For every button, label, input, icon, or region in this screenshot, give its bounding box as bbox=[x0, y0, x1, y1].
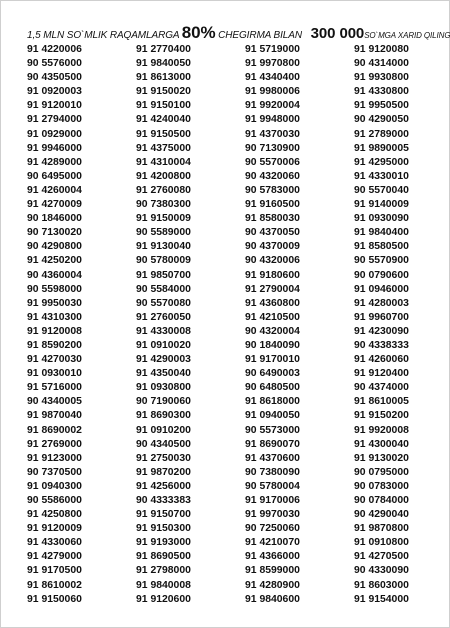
phone-number: 90 4320060 bbox=[245, 170, 300, 182]
phone-number: 91 4370030 bbox=[245, 128, 300, 140]
phone-number: 91 9150500 bbox=[136, 128, 191, 140]
phone-number: 91 9170500 bbox=[27, 565, 82, 577]
phone-number: 91 9948000 bbox=[245, 114, 300, 126]
phone-number: 90 0790600 bbox=[354, 269, 409, 281]
phone-number: 91 8618000 bbox=[245, 396, 300, 408]
phone-number: 90 7380090 bbox=[245, 466, 300, 478]
phone-number: 91 0910020 bbox=[136, 339, 191, 351]
phone-number: 91 4350040 bbox=[136, 368, 191, 380]
phone-number: 90 5589000 bbox=[136, 227, 191, 239]
phone-number: 91 0930010 bbox=[27, 368, 82, 380]
phone-number: 91 9870200 bbox=[136, 466, 191, 478]
phone-number: 91 4290003 bbox=[136, 354, 191, 366]
phone-number: 90 5586000 bbox=[27, 495, 82, 506]
phone-number: 91 0910200 bbox=[136, 424, 191, 436]
phone-number: 91 4240040 bbox=[136, 114, 191, 126]
phone-number: 91 9850700 bbox=[136, 269, 191, 281]
phone-number: 90 5598000 bbox=[27, 283, 82, 295]
phone-number: 91 0910800 bbox=[354, 537, 409, 549]
phone-number: 91 8603000 bbox=[354, 579, 409, 591]
phone-number: 90 4333383 bbox=[136, 495, 191, 506]
phone-number: 90 4374000 bbox=[354, 382, 409, 394]
phone-number: 91 8610005 bbox=[354, 396, 409, 408]
phone-number: 91 8599000 bbox=[245, 565, 300, 577]
phone-number: 91 4375000 bbox=[136, 142, 191, 154]
phone-number: 91 8580500 bbox=[354, 241, 409, 253]
phone-number: 91 0930800 bbox=[136, 382, 191, 394]
phone-number: 90 4290800 bbox=[27, 241, 82, 253]
phone-number: 90 6495000 bbox=[27, 170, 82, 182]
phone-number: 90 4320004 bbox=[245, 325, 300, 337]
phone-number: 91 2789000 bbox=[354, 128, 409, 140]
phone-number: 91 9150009 bbox=[136, 213, 191, 225]
phone-number: 91 8690002 bbox=[27, 424, 82, 436]
phone-number: 90 5570080 bbox=[136, 297, 191, 309]
phone-number: 91 4330008 bbox=[136, 325, 191, 337]
phone-number: 90 4370009 bbox=[245, 241, 300, 253]
phone-number: 91 8690500 bbox=[136, 551, 191, 563]
phone-number: 91 8610002 bbox=[27, 579, 82, 591]
phone-number: 91 2790004 bbox=[245, 283, 300, 295]
phone-number: 90 4330090 bbox=[354, 565, 409, 577]
phone-number: 91 2760050 bbox=[136, 311, 191, 323]
phone-number: 91 4270500 bbox=[354, 551, 409, 563]
phone-number: 91 4310300 bbox=[27, 311, 82, 323]
phone-number: 90 5780004 bbox=[245, 480, 300, 492]
phone-number: 90 4320006 bbox=[245, 255, 300, 267]
phone-number: 91 2760080 bbox=[136, 184, 191, 196]
phone-number: 91 4330010 bbox=[354, 170, 409, 182]
number-column bbox=[27, 43, 136, 607]
phone-number: 90 4314000 bbox=[354, 58, 409, 70]
phone-number: 90 0784000 bbox=[354, 495, 409, 506]
phone-number: 90 4338333 bbox=[354, 339, 409, 351]
phone-number: 91 4260004 bbox=[27, 184, 82, 196]
phone-number: 90 6480500 bbox=[245, 382, 300, 394]
phone-number: 91 4210070 bbox=[245, 537, 300, 549]
phone-number: 91 2770400 bbox=[136, 44, 191, 55]
phone-number: 90 7380300 bbox=[136, 199, 191, 211]
phone-number: 91 2769000 bbox=[27, 438, 82, 450]
phone-number: 91 4340400 bbox=[245, 72, 300, 84]
phone-number: 91 9120010 bbox=[27, 100, 82, 112]
phone-number: 91 2798000 bbox=[136, 565, 191, 577]
phone-number: 91 4280900 bbox=[245, 579, 300, 591]
phone-number: 91 4220006 bbox=[27, 44, 82, 55]
phone-number: 91 9193000 bbox=[136, 537, 191, 549]
phone-number: 91 9170006 bbox=[245, 495, 300, 506]
phone-number: 91 9120400 bbox=[354, 368, 409, 380]
phone-number: 91 0940300 bbox=[27, 480, 82, 492]
phone-number: 91 9946000 bbox=[27, 142, 82, 154]
phone-number: 91 9130040 bbox=[136, 241, 191, 253]
phone-number: 91 0946000 bbox=[354, 283, 409, 295]
phone-number: 91 9970800 bbox=[245, 58, 300, 70]
headline bbox=[27, 23, 450, 43]
phone-number: 91 9160500 bbox=[245, 199, 300, 211]
phone-number: 91 0940050 bbox=[245, 410, 300, 422]
phone-number: 90 4340500 bbox=[136, 438, 191, 450]
phone-number: 91 0930090 bbox=[354, 213, 409, 225]
phone-number: 91 9980006 bbox=[245, 86, 300, 98]
phone-number: 91 9120009 bbox=[27, 523, 82, 535]
phone-number: 90 5584000 bbox=[136, 283, 191, 295]
phone-number: 90 7370500 bbox=[27, 466, 82, 478]
phone-number: 91 8590200 bbox=[27, 339, 82, 351]
phone-number: 91 8690070 bbox=[245, 438, 300, 450]
phone-number: 91 9150300 bbox=[136, 523, 191, 535]
phone-number: 91 9130020 bbox=[354, 452, 409, 464]
phone-number: 91 9150700 bbox=[136, 509, 191, 521]
phone-number: 91 0929000 bbox=[27, 128, 82, 140]
number-column bbox=[354, 43, 434, 607]
phone-number: 91 9120008 bbox=[27, 325, 82, 337]
phone-number: 91 9120080 bbox=[354, 44, 409, 55]
phone-number: 90 5570900 bbox=[354, 255, 409, 267]
phone-number: 90 4370050 bbox=[245, 227, 300, 239]
phone-number: 91 8613000 bbox=[136, 72, 191, 84]
phone-number: 91 4370600 bbox=[245, 452, 300, 464]
phone-number: 91 2750030 bbox=[136, 452, 191, 464]
phone-number: 91 4210500 bbox=[245, 311, 300, 323]
phone-number: 91 9123000 bbox=[27, 452, 82, 464]
phone-number: 90 4350500 bbox=[27, 72, 82, 84]
phone-number: 91 4250800 bbox=[27, 509, 82, 521]
number-column bbox=[245, 43, 354, 607]
phone-number: 91 9120600 bbox=[136, 593, 191, 605]
phone-number: 91 4295000 bbox=[354, 156, 409, 168]
phone-number: 91 4330800 bbox=[354, 86, 409, 98]
phone-number: 90 5780009 bbox=[136, 255, 191, 267]
phone-number: 91 4310004 bbox=[136, 156, 191, 168]
phone-number: 91 4230090 bbox=[354, 325, 409, 337]
phone-number: 90 4360004 bbox=[27, 269, 82, 281]
number-table bbox=[27, 43, 434, 607]
phone-number: 90 5570040 bbox=[354, 184, 409, 196]
phone-number: 91 9150060 bbox=[27, 593, 82, 605]
phone-number: 91 0920003 bbox=[27, 86, 82, 98]
phone-number: 91 9970030 bbox=[245, 509, 300, 521]
phone-number: 91 4270030 bbox=[27, 354, 82, 366]
phone-number: 91 4280003 bbox=[354, 297, 409, 309]
phone-number: 91 9150100 bbox=[136, 100, 191, 112]
phone-number: 91 5719000 bbox=[245, 44, 300, 55]
phone-number: 91 4300040 bbox=[354, 438, 409, 450]
price-value: 300 000 bbox=[310, 25, 365, 42]
phone-number: 90 1840090 bbox=[245, 339, 300, 351]
phone-number: 91 9890005 bbox=[354, 142, 409, 154]
phone-number: 91 8690300 bbox=[136, 410, 191, 422]
phone-number: 91 9154000 bbox=[354, 593, 409, 605]
phone-number: 90 5783000 bbox=[245, 184, 300, 196]
phone-number: 90 6490003 bbox=[245, 368, 300, 380]
phone-number: 90 0783000 bbox=[354, 480, 409, 492]
phone-number: 91 9870800 bbox=[354, 523, 409, 535]
phone-number: 91 9840600 bbox=[245, 593, 300, 605]
phone-number: 91 9150200 bbox=[354, 410, 409, 422]
phone-number: 90 7130900 bbox=[245, 142, 300, 154]
phone-number: 91 9920004 bbox=[245, 100, 300, 112]
phone-number: 91 2794000 bbox=[27, 114, 82, 126]
phone-number: 91 9170010 bbox=[245, 354, 300, 366]
phone-number: 91 9950030 bbox=[27, 297, 82, 309]
phone-number: 90 7190060 bbox=[136, 396, 191, 408]
headline-text-3: SO`MGA XARID QILING bbox=[364, 31, 450, 40]
phone-number: 91 4360800 bbox=[245, 297, 300, 309]
phone-number: 90 5573000 bbox=[245, 424, 300, 436]
phone-number: 91 4366000 bbox=[245, 551, 300, 563]
phone-number: 91 9150020 bbox=[136, 86, 191, 98]
phone-number: 91 9960700 bbox=[354, 311, 409, 323]
phone-number: 91 9180600 bbox=[245, 269, 300, 281]
phone-number: 91 4200800 bbox=[136, 170, 191, 182]
phone-number: 90 1846000 bbox=[27, 213, 82, 225]
phone-number: 90 5576000 bbox=[27, 58, 82, 70]
phone-number: 91 4330060 bbox=[27, 537, 82, 549]
phone-number: 91 4270009 bbox=[27, 199, 82, 211]
phone-number: 91 4250200 bbox=[27, 255, 82, 267]
phone-number: 91 4256000 bbox=[136, 480, 191, 492]
phone-number: 90 4290050 bbox=[354, 114, 409, 126]
phone-number: 90 7130020 bbox=[27, 227, 82, 239]
phone-number: 90 7250060 bbox=[245, 523, 300, 535]
phone-number: 91 9840050 bbox=[136, 58, 191, 70]
phone-number: 91 5716000 bbox=[27, 382, 82, 394]
phone-number: 91 4289000 bbox=[27, 156, 82, 168]
number-column bbox=[136, 43, 245, 607]
phone-number: 91 9840400 bbox=[354, 227, 409, 239]
phone-number: 90 5570006 bbox=[245, 156, 300, 168]
headline-text-2: CHEGIRMA BILAN bbox=[215, 30, 305, 41]
discount-percent: 80% bbox=[181, 23, 216, 42]
phone-number: 91 9140009 bbox=[354, 199, 409, 211]
phone-number: 91 9920008 bbox=[354, 424, 409, 436]
phone-number: 91 9870040 bbox=[27, 410, 82, 422]
phone-number: 90 4340005 bbox=[27, 396, 82, 408]
phone-number: 90 0795000 bbox=[354, 466, 409, 478]
phone-number: 91 9950500 bbox=[354, 100, 409, 112]
phone-number: 91 9930800 bbox=[354, 72, 409, 84]
phone-number: 91 4279000 bbox=[27, 551, 82, 563]
phone-number: 91 8580030 bbox=[245, 213, 300, 225]
phone-number: 91 4260060 bbox=[354, 354, 409, 366]
phone-number: 91 9840008 bbox=[136, 579, 191, 591]
phone-number: 90 4290040 bbox=[354, 509, 409, 521]
headline-text-1: 1,5 MLN SO`MLIK RAQAMLARGA bbox=[27, 30, 182, 41]
